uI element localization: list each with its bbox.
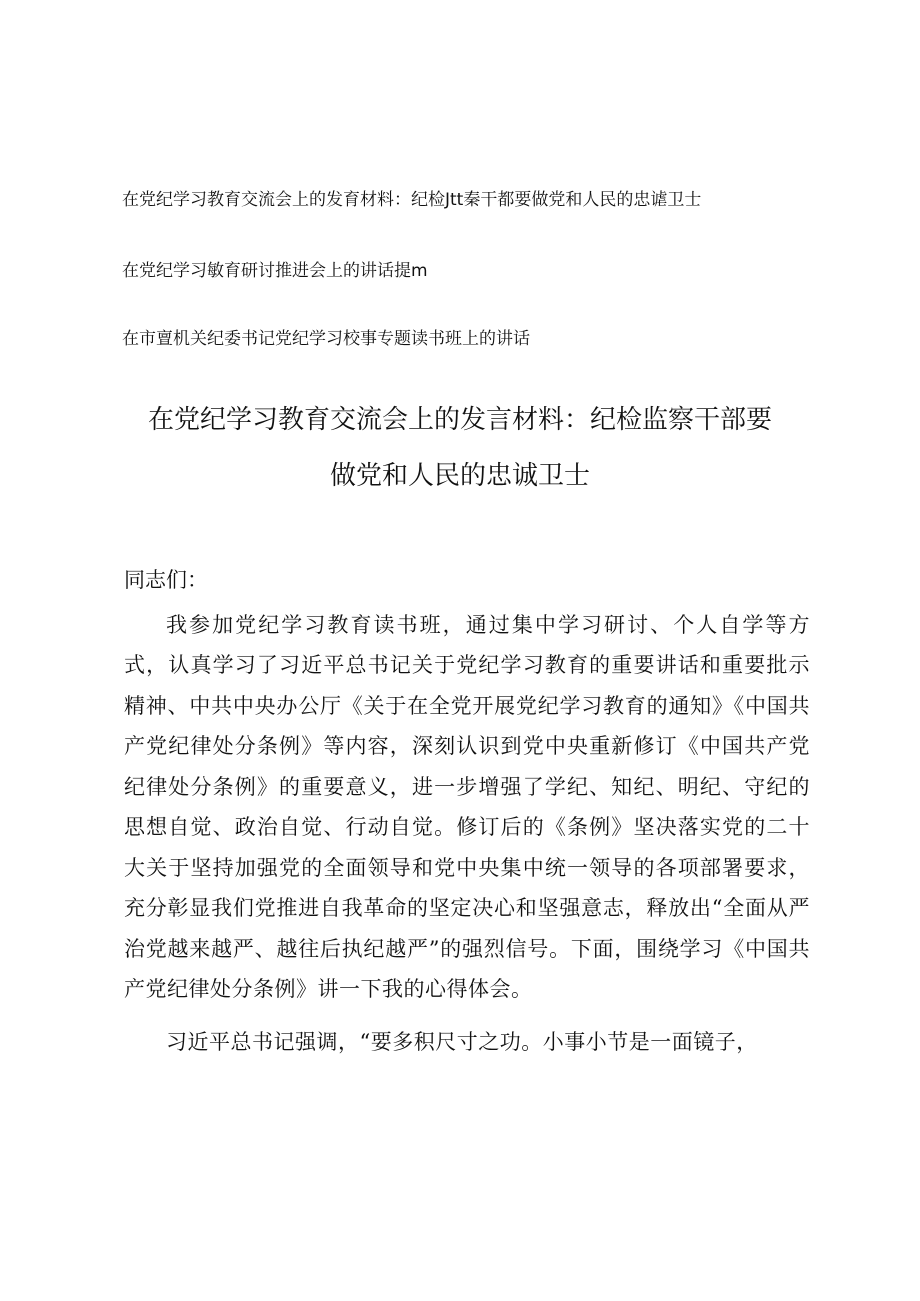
article-title: [100, 392, 820, 504]
toc-item-1[interactable]: 在党纪学习教育交流会上的发育材料：纪检Jtt秦干都要做党和人民的忠谑卫士: [122, 190, 702, 210]
toc-item-3[interactable]: 在市亶机关纪委书记党纪学习校事专题读书班上的讲话: [122, 329, 530, 349]
article-title-line-2: 做党和人民的忠诚卫士: [329, 461, 590, 491]
paragraph-2: 习近平总书记强调，“要多积尺寸之功。小事小节是一面镜子，: [166, 1029, 758, 1054]
toc-item-2[interactable]: 在党纪学习敏育研讨推进会上的讲话提m: [122, 261, 428, 281]
paragraph-1: 我参加党纪学习教育读书班，通过集中学习研讨、个人自学等方式，认真学习了习近平总书记关于党纪学习教育的重要讲话和重要批示精神、中共中央办公厅《关于在全党开展党纪学习教育的通知》《中国共产党纪律处分条例》等内容，深刻认识到党中央重新修订《中国共产党纪律处分条例》的重要意义，进一步增强了学纪、知纪、明纪、守纪的思想自觉、政治自觉、行动自觉。修订后的《条例》坚决落实党的二十大关于坚持加强党的全面领导和党中央集中统一领导的各项部署要求，充分彰显我们党推进自我革命的坚定决心和坚强意志，释放出“全面从严治党越来越严、越往后执纪越严”的强烈信号。下面，围绕学习《中国共产党纪律处分条例》讲一下我的心得体会。: [124, 612, 810, 1001]
article-body: [124, 560, 810, 1074]
article-title-line-1: 在党纪学习教育交流会上的发言材料：纪检监察干部要: [147, 405, 772, 435]
salutation: 同志们：: [124, 568, 208, 592]
